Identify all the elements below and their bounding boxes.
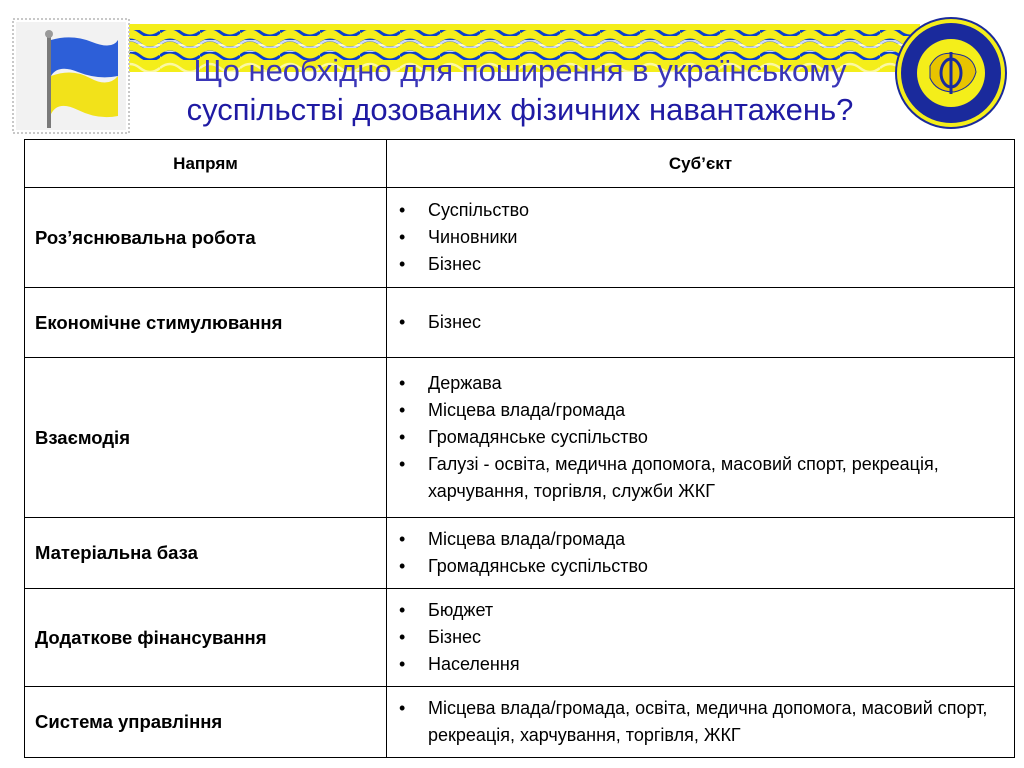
direction-cell: Додаткове фінансування <box>25 589 387 687</box>
list-item: • Суспільство <box>395 197 1004 224</box>
table-row <box>25 589 1015 687</box>
list-item: • Бізнес <box>395 251 1004 278</box>
table-row <box>25 188 1015 288</box>
list-item: • Чиновники <box>395 224 1004 251</box>
directions-table <box>24 139 1015 758</box>
list-item: • Громадянське суспільство <box>395 553 1004 580</box>
list-item: • Бізнес <box>395 309 1004 336</box>
subject-cell <box>387 687 1015 758</box>
table-header-row <box>25 140 1015 188</box>
table-body <box>25 188 1015 758</box>
list-item: • Держава <box>395 370 1004 397</box>
header-subject: Суб’єкт <box>387 140 1015 188</box>
list-item: • Бізнес <box>395 624 1004 651</box>
list-item: • Місцева влада/громада, освіта, медична допомога, масовий спорт, рекреація, харчування, торгівля, ЖКГ <box>395 695 1004 749</box>
list-item: • Бюджет <box>395 597 1004 624</box>
subject-list <box>395 309 1004 336</box>
ukraine-flag-icon <box>12 18 130 134</box>
page-title-line-2: суспільстві дозованих фізичних навантажень? <box>186 92 854 127</box>
subject-cell <box>387 518 1015 589</box>
subject-cell <box>387 589 1015 687</box>
direction-cell: Роз’яснювальна робота <box>25 188 387 288</box>
subject-cell <box>387 288 1015 358</box>
direction-cell: Взаємодія <box>25 358 387 518</box>
table-row <box>25 518 1015 589</box>
direction-cell: Система управління <box>25 687 387 758</box>
academy-emblem-icon <box>894 16 1008 130</box>
list-item: • Населення <box>395 651 1004 678</box>
direction-cell: Економічне стимулювання <box>25 288 387 358</box>
list-item: • Місцева влада/громада <box>395 526 1004 553</box>
subject-list <box>395 370 1004 505</box>
table-row <box>25 687 1015 758</box>
subject-list <box>395 526 1004 580</box>
list-item: • Місцева влада/громада <box>395 397 1004 424</box>
page-title-line-1: Що необхідно для поширення в українському <box>193 53 847 88</box>
subject-cell <box>387 358 1015 518</box>
table-row <box>25 358 1015 518</box>
list-item: • Громадянське суспільство <box>395 424 1004 451</box>
subject-list <box>395 695 1004 749</box>
subject-list <box>395 197 1004 278</box>
table-row <box>25 288 1015 358</box>
subject-list <box>395 597 1004 678</box>
subject-cell <box>387 188 1015 288</box>
header-direction: Напрям <box>25 140 387 188</box>
direction-cell: Матеріальна база <box>25 518 387 589</box>
list-item: • Галузі - освіта, медична допомога, масовий спорт, рекреація, харчування, торгівля, служби ЖКГ <box>395 451 1004 505</box>
